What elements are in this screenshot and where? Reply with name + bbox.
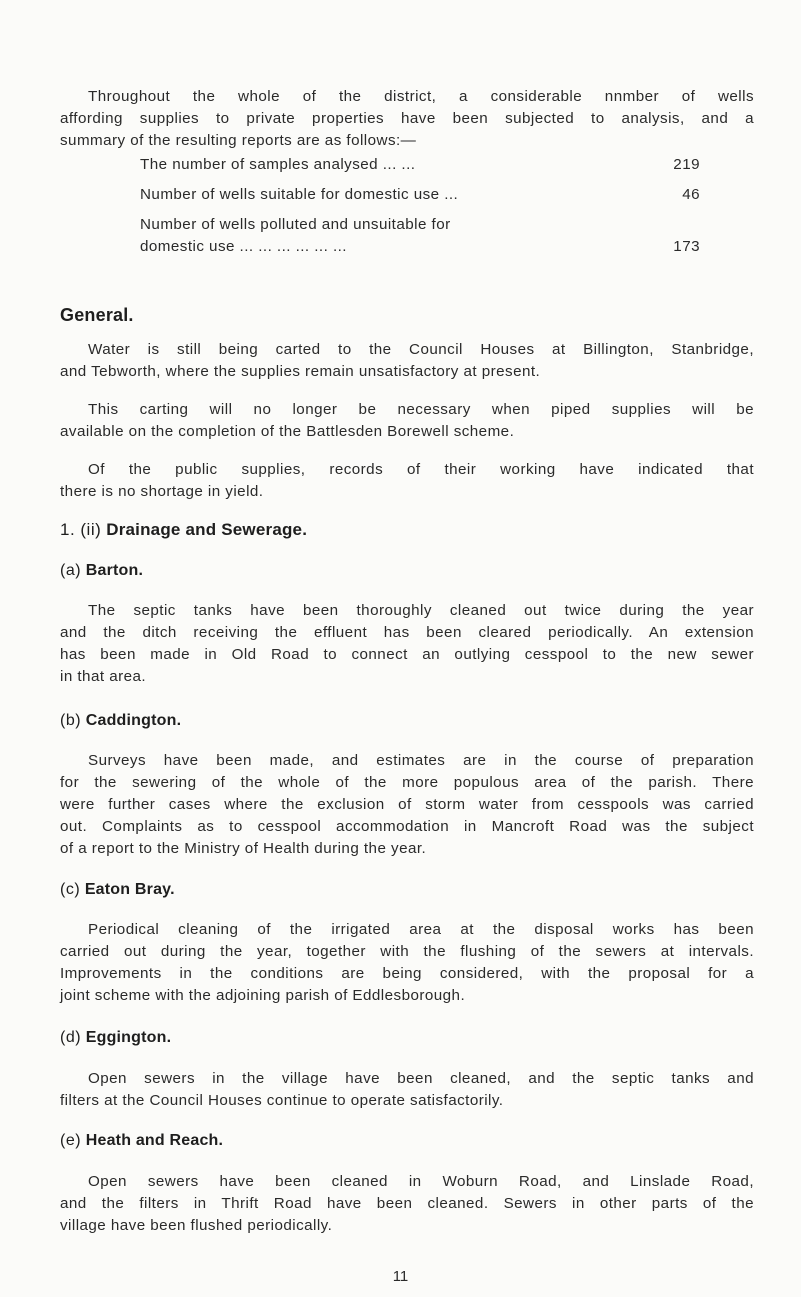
stat-label: The number of samples analysed ... ... (140, 156, 416, 173)
subsection-title: Eaton Bray. (84, 881, 175, 898)
text-line: Of the public supplies, records of their working have indicated that (88, 461, 754, 478)
stat-value: 46 (682, 186, 700, 203)
text-line: out. Complaints as to cesspool accommodation in Mancroft Road was the subject (60, 818, 754, 835)
text-line: there is no shortage in yield. (60, 483, 264, 500)
text-line: Open sewers in the village have been cleaned, and the septic tanks and (88, 1070, 754, 1087)
text-line: and the ditch receiving the effluent has been cleared periodically. An extension (60, 624, 754, 641)
subsection-heading-heath-and-reach (60, 1132, 223, 1150)
text-line: and Tebworth, where the supplies remain unsatisfactory at present. (60, 363, 541, 380)
text-line: filters at the Council Houses continue to operate satisfactorily. (60, 1092, 504, 1109)
stat-label: domestic use ... ... ... ... ... ... (140, 238, 347, 255)
caddington-paragraph (60, 750, 754, 860)
text-line: Water is still being carted to the Council Houses at Billington, Stanbridge, (88, 341, 754, 358)
subsection-heading-eaton-bray (60, 881, 175, 899)
text-line: Periodical cleaning of the irrigated area at the disposal works has been (88, 921, 754, 938)
text-line: The septic tanks have been thoroughly cleaned out twice during the year (88, 602, 754, 619)
text-line: and the filters in Thrift Road have been cleaned. Sewers in other parts of the (60, 1195, 754, 1212)
polluted-wells-row (140, 214, 700, 236)
text-line: joint scheme with the adjoining parish of Eddlesborough. (60, 987, 466, 1004)
subsection-heading-eggington (60, 1029, 171, 1047)
subsection-title: Eggington. (85, 1029, 172, 1046)
text-line: has been made in Old Road to connect an outlying cesspool to the new sewer (60, 646, 754, 663)
stat-label: Number of wells polluted and unsuitable for (140, 216, 451, 233)
text-line: carried out during the year, together with the flushing of the sewers at intervals. (60, 943, 754, 960)
subsection-letter: (c) (60, 881, 81, 898)
subsection-title: Barton. (85, 562, 144, 579)
text-line: Throughout the whole of the district, a considerable nnmber of wells (88, 88, 754, 105)
heath-and-reach-paragraph (60, 1171, 754, 1237)
text-line: Improvements in the conditions are being considered, with the proposal for a (60, 965, 754, 982)
stat-label: Number of wells suitable for domestic use ... (140, 186, 459, 203)
subsection-heading-barton (60, 562, 143, 580)
text-line: of a report to the Ministry of Health during the year. (60, 840, 427, 857)
intro-paragraph (60, 86, 754, 152)
subsection-letter: (e) (60, 1132, 82, 1149)
subsection-letter: (a) (60, 562, 82, 579)
stat-value: 219 (673, 156, 700, 173)
well-analysis-summary (140, 154, 700, 258)
general-paragraph-1 (60, 339, 754, 383)
text-line: for the sewering of the whole of the more populous area of the parish. There (60, 774, 754, 791)
subsection-heading-caddington (60, 712, 181, 730)
text-line: affording supplies to private properties have been subjected to analysis, and a (60, 110, 754, 127)
section-heading-general: General. (60, 305, 134, 325)
text-line: Open sewers have been cleaned in Woburn Road, and Linslade Road, (88, 1173, 754, 1190)
subsection-letter: (d) (60, 1029, 82, 1046)
text-line: in that area. (60, 668, 147, 685)
samples-analysed-row (140, 154, 700, 176)
stat-value: 173 (673, 238, 700, 255)
eggington-paragraph (60, 1068, 754, 1112)
section-number: 1. (ii) (60, 520, 102, 539)
general-paragraph-3 (60, 459, 754, 503)
section-heading-drainage (60, 520, 307, 540)
text-line: were further cases where the exclusion of storm water from cesspools was carried (60, 796, 754, 813)
subsection-letter: (b) (60, 712, 82, 729)
text-line: Surveys have been made, and estimates are in the course of preparation (88, 752, 754, 769)
polluted-wells-row-continued (140, 236, 700, 258)
text-line: summary of the resulting reports are as follows:— (60, 132, 417, 149)
text-line: village have been flushed periodically. (60, 1217, 333, 1234)
suitable-wells-row (140, 184, 700, 206)
subsection-title: Caddington. (85, 712, 182, 729)
text-line: available on the completion of the Battlesden Borewell scheme. (60, 423, 515, 440)
text-line: This carting will no longer be necessary when piped supplies will be (88, 401, 754, 418)
page-number: 11 (392, 1268, 409, 1285)
general-paragraph-2 (60, 399, 754, 443)
eaton-bray-paragraph (60, 919, 754, 1007)
section-title: Drainage and Sewerage. (106, 520, 308, 539)
subsection-title: Heath and Reach. (85, 1132, 224, 1149)
barton-paragraph (60, 600, 754, 688)
